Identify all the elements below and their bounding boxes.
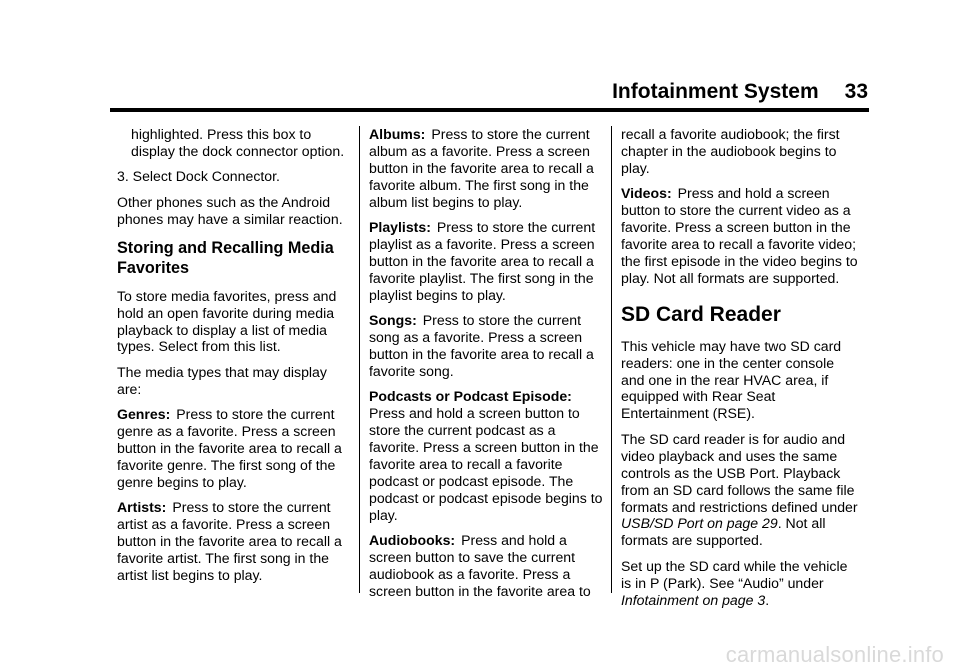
sd-card-paragraph-3-end: .	[765, 591, 770, 608]
videos-label: Videos:	[621, 185, 672, 202]
infotainment-reference: Infotainment on page 3	[621, 591, 766, 608]
sd-card-paragraph-2	[621, 431, 861, 549]
songs-text: Press to store the current song as a favorite. Press a screen button in the favorite area to recall a favorite song.	[369, 312, 594, 379]
genres-text: Press to store the current genre as a favorite. Press a screen button in the favorite area to recall a favorite genre. The first song of the genre begins to play.	[117, 406, 342, 490]
usb-sd-port-reference: USB/SD Port on page 29	[621, 515, 778, 532]
genres-entry	[117, 406, 355, 491]
playlists-text: Press to store the current playlist as a favorite. Press a screen button in the favorite area to recall a favorite playlist. The first song in the playlist begins to play.	[369, 219, 596, 303]
songs-label: Songs:	[369, 312, 417, 329]
podcasts-entry	[369, 388, 609, 523]
continued-step-text: highlighted. Press this box to display the dock connector option.	[131, 126, 345, 159]
favorites-heading: Storing and Recalling Media Favorites	[117, 238, 334, 277]
media-types-intro: The media types that may display are:	[117, 363, 327, 397]
albums-label: Albums:	[369, 126, 426, 142]
audiobooks-entry	[369, 532, 609, 600]
podcasts-label: Podcasts or Podcast Episode:	[369, 388, 572, 405]
sd-card-paragraph-2-end: . Not all formats are supported.	[621, 515, 826, 549]
column-divider-1	[359, 126, 360, 593]
sd-card-heading: SD Card Reader	[621, 302, 781, 326]
songs-entry	[369, 312, 609, 380]
audiobooks-text: Press and hold a screen button to save the current audiobook as a favorite. Press a screen button in the favorite area to	[369, 532, 591, 600]
albums-text: Press to store the current album as a favorite. Press a screen button in the favorite area to recall a favorite album. The first song in the album list begins to play.	[369, 126, 594, 210]
playlists-entry	[369, 219, 609, 304]
albums-entry	[369, 126, 609, 211]
step-3: 3. Select Dock Connector.	[117, 168, 280, 185]
videos-text: Press and hold a screen button to store the current video as a favorite. Press a screen button in the favorite area to recall a favorite video; the first episode in the video begins to play. Not all formats are supported.	[621, 185, 858, 286]
section-title: Infotainment System	[612, 80, 819, 103]
column-divider-2	[611, 126, 612, 593]
sd-card-paragraph-3	[621, 558, 861, 609]
playlists-label: Playlists:	[369, 219, 431, 236]
sd-card-paragraph-2-text: The SD card reader is for audio and video playback and uses the same controls as the USB Port. Playback from an SD card follows the same file formats and restrictions defined under	[621, 430, 858, 515]
column-3	[621, 126, 861, 617]
sd-card-paragraph-1: This vehicle may have two SD card readers: one in the center console and one in the rear HVAC area, if equipped with Rear Seat Entertainment (RSE).	[621, 337, 842, 422]
page-number: 33	[844, 80, 868, 103]
column-1	[117, 126, 355, 593]
genres-label: Genres:	[117, 406, 171, 423]
podcasts-text: Press and hold a screen button to store the current podcast as a favorite. Press a screen button in the favorite area to recall a favorite podcast or podcast episode. The podcast or podcast episode begins to play.	[369, 405, 603, 523]
videos-entry	[621, 185, 861, 286]
artists-label: Artists:	[117, 499, 167, 516]
sd-card-paragraph-3-text: Set up the SD card while the vehicle is in P (Park). See “Audio” under	[621, 557, 848, 591]
android-paragraph: Other phones such as the Android phones may have a similar reaction.	[117, 193, 343, 227]
artists-entry	[117, 499, 355, 584]
page-header	[110, 80, 868, 106]
watermark: carmanualsonline.info	[725, 642, 944, 667]
audiobooks-label: Audiobooks:	[369, 532, 456, 549]
favorites-intro: To store media favorites, press and hold an open favorite during media playback to display a list of media types. Select from this list.	[117, 287, 337, 355]
audiobooks-continued: recall a favorite audiobook; the first chapter in the audiobook begins to play.	[621, 126, 840, 176]
header-rule	[110, 108, 869, 112]
column-2	[369, 126, 609, 609]
artists-text: Press to store the current artist as a favorite. Press a screen button in the favorite area to recall a favorite artist. The first song in the artist list begins to play.	[117, 499, 342, 584]
